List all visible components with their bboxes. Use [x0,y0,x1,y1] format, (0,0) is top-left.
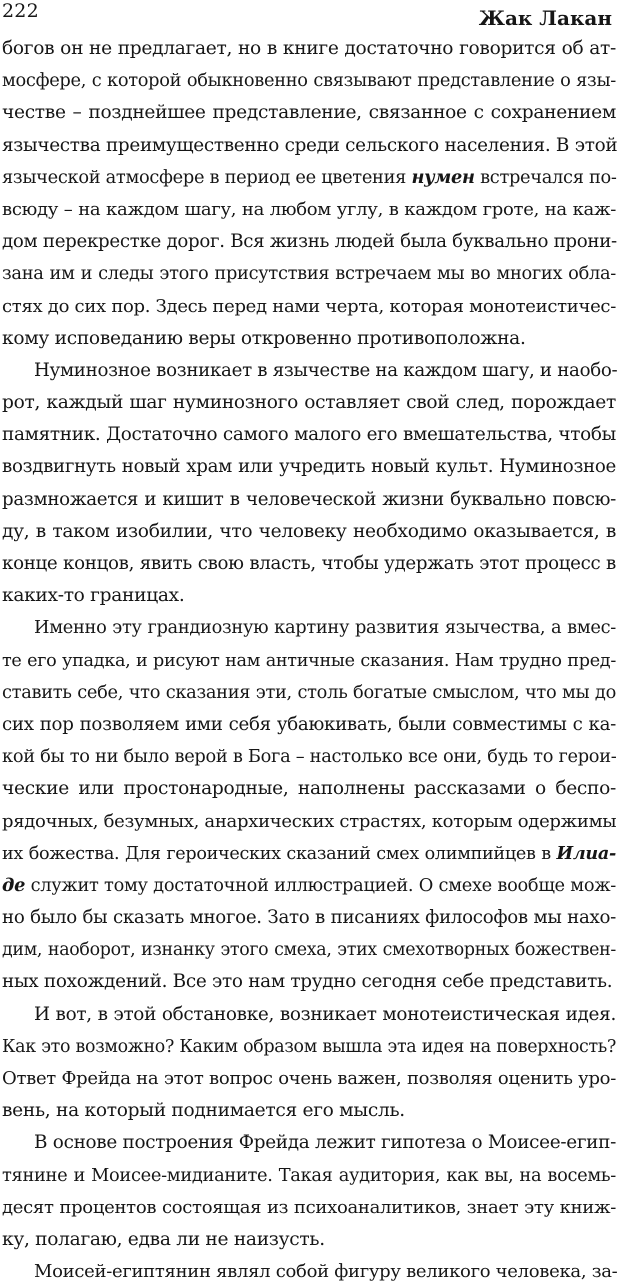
text-line: честве – позднейшее представление, связанное с сохранением [2,102,616,124]
page-header [2,2,612,32]
text-line: но было бы сказать многое. Зато в писаниях философов мы нахо- [2,907,616,929]
text-line: В основе построения Фрейда лежит гипотеза о Моисее-егип- [34,1132,616,1154]
text-line: рядочных, безумных, анархических страстях, которым одержимы [2,810,617,832]
text-line: памятник. Достаточно самого малого его вмешательства, чтобы [2,424,616,446]
text-line: размножается и кишит в человеческой жизни буквально повсю- [2,488,616,510]
text-line: каких-то границах. [2,585,185,607]
text-line: воздвигнуть новый храм или учредить новый культ. Нуминозное [2,456,616,478]
text-line: Как это возможно? Каким образом вышла эта идея на поверхность? [2,1036,616,1057]
text-line: Моисей-египтянин являл собой фигуру великого человека, за- [34,1261,618,1283]
text-line: дим, наоборот, изнанку этого смеха, этих смехотворных божествен- [2,940,616,961]
text-line [2,838,616,870]
emphasis-text: де [2,874,26,896]
text-run: языческой атмосфере в период ее цветения [2,166,412,188]
text-line: ду, в таком изобилии, что человеку необходимо оказывается, в [2,520,616,542]
text-line [2,870,616,902]
text-run: служит тому достаточной иллюстрацией. О смехе вообще мож- [25,874,616,896]
text-line: тянине и Моисее-мидианите. Такая аудитория, как вы, на восемь- [2,1164,616,1186]
text-line: ку, полагаю, едва ли не наизусть. [2,1228,325,1250]
text-line: И вот, в этой обстановке, возникает монотеистическая идея. [34,1003,616,1025]
text-line: Именно эту грандиозную картину развития язычества, а вмес- [34,617,616,639]
text-line: Нуминозное возникает в язычестве на каждом шагу, и наобо- [34,359,618,381]
text-run: встречался по- [474,166,617,188]
text-line: вень, на который поднимается его мысль. [2,1100,405,1122]
text-line [2,162,616,194]
body-text [2,33,616,1288]
text-line: мосфере, с которой обыкновенно связывают представление о язы- [2,70,616,92]
text-line: стях до сих пор. Здесь перед нами черта, которая монотеистичес- [2,295,616,317]
text-line: богов он не предлагает, но в книге достаточно говорится об ат- [2,38,616,59]
text-line: сих пор позволяем ими себя убаюкивать, были совместимы с ка- [2,713,616,735]
text-line: язычества преимущественно среди сельского населения. В этой [2,134,618,156]
text-line: те его упадка, и рисуют нам античные сказания. Нам трудно пред- [2,650,616,671]
page-number: 222 [2,0,39,22]
text-line: кому исповеданию веры откровенно противоположна. [2,327,526,349]
text-line: зана им и следы этого присутствия встречаем мы во многих обла- [2,263,616,285]
text-line: десят процентов состоящая из психоаналитиков, знает эту книж- [2,1196,616,1218]
emphasis-text: Илиа- [556,842,616,864]
text-line: конце концов, явить свою власть, чтобы удержать этот процесс в [2,553,616,574]
text-line: кой бы то ни было верой в Бога – настолько все они, будь то герои- [2,746,617,768]
text-line: рот, каждый шаг нуминозного оставляет свой след, порождает [2,392,616,414]
text-line: Ответ Фрейда на этот вопрос очень важен, позволяя оценить уро- [2,1068,616,1089]
text-line: ставить себе, что сказания эти, столь богатые смыслом, что мы до [2,681,616,703]
text-line: ных похождений. Все это нам трудно сегодня себе представить. [2,971,613,993]
text-run: их божества. Для героических сказаний смех олимпийцев в [2,843,557,864]
text-line: ческие или простонародные, наполнены рассказами о беспо- [2,778,616,800]
emphasis-text: нумен [411,166,475,188]
running-title: Жак Лакан [478,6,612,30]
text-line: дом перекрестке дорог. Вся жизнь людей была буквально прони- [2,231,617,253]
text-line: всюду – на каждом шагу, на любом углу, в каждом гроте, на каж- [2,198,616,220]
